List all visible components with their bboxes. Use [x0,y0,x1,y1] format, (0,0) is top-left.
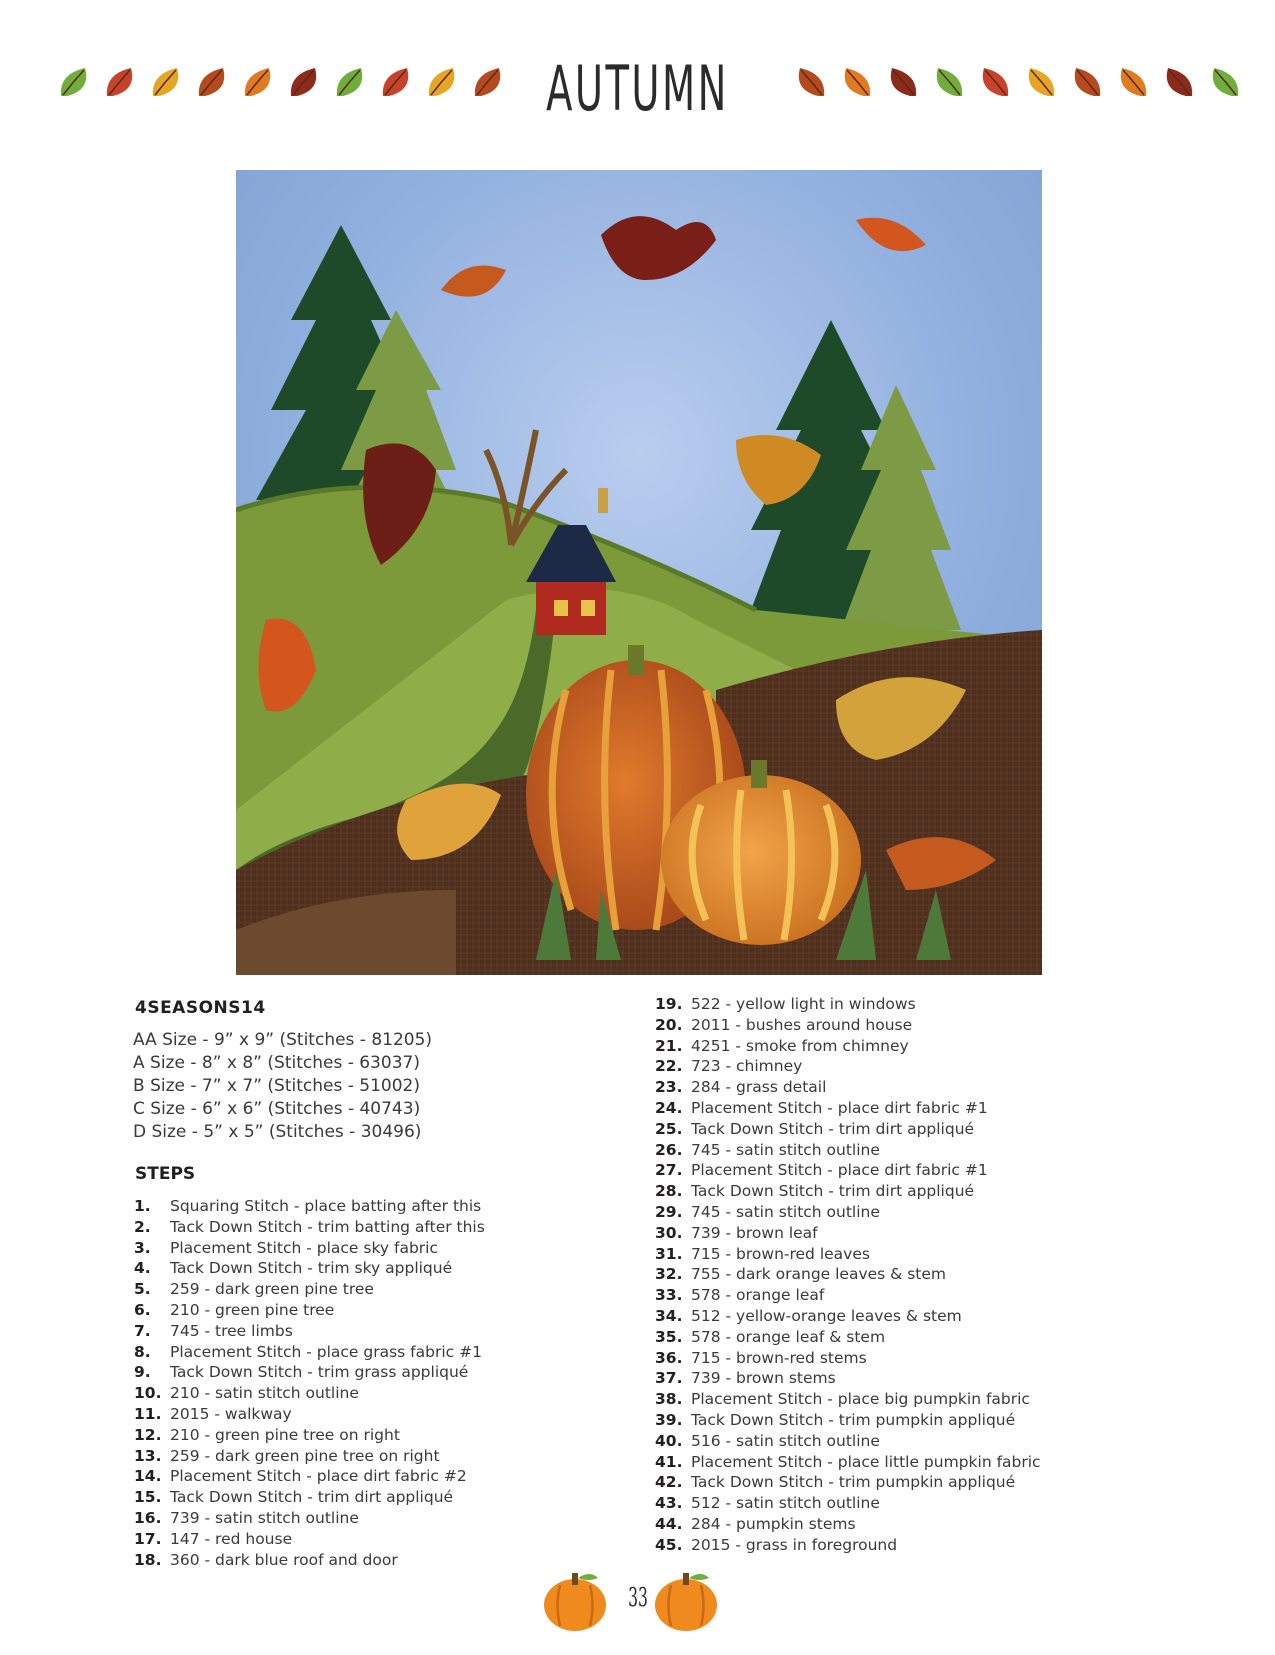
step-item [134,1466,485,1487]
step-number: 5. [134,1280,151,1299]
step-text: Placement Stitch - place dirt fabric #1 [691,1098,988,1117]
step-item [655,1140,1041,1161]
step-text: Tack Down Stitch - trim batting after this [170,1217,485,1236]
step-item [134,1383,485,1404]
step-number: 31. [655,1244,683,1263]
leaf-icon [55,62,95,102]
step-number: 35. [655,1327,683,1346]
step-item [655,1514,1041,1535]
step-item [134,1425,485,1446]
step-item [655,1244,1041,1265]
step-item [134,1446,485,1467]
step-number: 2. [134,1217,151,1236]
step-number: 9. [134,1363,151,1382]
step-item [655,1202,1041,1223]
step-number: 13. [134,1446,162,1465]
step-text: Placement Stitch - place dirt fabric #2 [170,1467,467,1486]
leaf-icon [147,62,187,102]
step-number: 30. [655,1223,683,1242]
step-text: 522 - yellow light in windows [691,995,916,1013]
step-number: 25. [655,1119,683,1138]
step-item [134,1238,485,1259]
step-text: 259 - dark green pine tree [170,1280,374,1299]
step-item [655,1389,1041,1410]
step-item [655,1181,1041,1202]
step-text: 259 - dark green pine tree on right [170,1446,440,1465]
step-number: 39. [655,1410,683,1429]
step-text: 360 - dark blue roof and door [170,1550,398,1569]
step-item [655,1015,1041,1036]
step-number: 6. [134,1300,151,1319]
step-item [655,1036,1041,1057]
step-item [134,1279,485,1300]
step-item [655,1472,1041,1493]
size-item: C Size - 6” x 6” (Stitches - 40743) [133,1099,421,1119]
step-number: 28. [655,1182,683,1201]
step-item [655,1077,1041,1098]
step-item [134,1300,485,1321]
step-number: 33. [655,1286,683,1305]
step-item [655,1223,1041,1244]
leaf-icon [1066,62,1106,102]
step-number: 22. [655,1057,683,1076]
step-number: 27. [655,1161,683,1180]
step-item [655,994,1041,1015]
leaf-icon [1158,62,1198,102]
step-item [134,1529,485,1550]
size-item: B Size - 7” x 7” (Stitches - 51002) [133,1076,420,1096]
step-item [655,1368,1041,1389]
step-text: 739 - satin stitch outline [170,1508,359,1527]
step-item [134,1362,485,1383]
step-text: 723 - chimney [691,1057,803,1076]
step-item [134,1487,485,1508]
step-number: 12. [134,1425,162,1444]
step-number: 20. [655,1015,683,1034]
step-text: Tack Down Stitch - trim pumpkin appliqué [691,1410,1016,1429]
step-number: 4. [134,1259,151,1278]
step-text: Placement Stitch - place little pumpkin fabric [691,1452,1041,1471]
step-text: 715 - brown-red stems [691,1348,867,1367]
step-item [655,1327,1041,1348]
step-number: 14. [134,1467,162,1486]
leaf-icon [193,62,233,102]
step-text: 755 - dark orange leaves & stem [691,1265,946,1284]
step-number: 44. [655,1514,683,1533]
step-text: Placement Stitch - place big pumpkin fabric [691,1390,1030,1409]
step-number: 21. [655,1036,683,1055]
step-item [655,1056,1041,1077]
step-number: 3. [134,1238,151,1257]
step-text: 2015 - walkway [170,1404,292,1423]
step-text: 210 - satin stitch outline [170,1384,359,1403]
step-item [655,1493,1041,1514]
step-number: 11. [134,1404,162,1423]
step-text: 739 - brown stems [691,1369,836,1388]
page-title: AUTUMN [546,52,729,125]
step-number: 16. [134,1508,162,1527]
step-item [655,1348,1041,1369]
step-number: 17. [134,1529,162,1548]
step-text: 578 - orange leaf [691,1286,825,1305]
step-text: 4251 - smoke from chimney [691,1036,909,1055]
step-item [655,1119,1041,1140]
step-number: 29. [655,1202,683,1221]
step-text: Squaring Stitch - place batting after this [170,1197,482,1215]
step-item [134,1217,485,1238]
steps-list-column-1 [134,1196,485,1570]
step-number: 36. [655,1348,683,1367]
step-number: 37. [655,1369,683,1388]
size-item: D Size - 5” x 5” (Stitches - 30496) [133,1122,422,1142]
step-item [134,1258,485,1279]
step-text: 745 - tree limbs [170,1321,293,1340]
step-number: 10. [134,1384,162,1403]
step-text: 210 - green pine tree [170,1300,335,1319]
autumn-quilt-image [236,170,1042,975]
step-number: 43. [655,1494,683,1513]
size-list [133,1029,432,1144]
step-number: 7. [134,1321,151,1340]
step-item [655,1306,1041,1327]
step-text: 745 - satin stitch outline [691,1202,880,1221]
step-text: Tack Down Stitch - trim dirt appliqué [170,1488,454,1507]
step-text: 2011 - bushes around house [691,1015,913,1034]
step-number: 18. [134,1550,162,1569]
step-number: 24. [655,1098,683,1117]
step-text: 284 - grass detail [691,1078,827,1097]
step-number: 45. [655,1535,683,1554]
leaf-icon [1204,62,1244,102]
step-item [655,1285,1041,1306]
step-item [134,1342,485,1363]
step-number: 41. [655,1452,683,1471]
step-text: Placement Stitch - place sky fabric [170,1238,438,1257]
step-number: 8. [134,1342,151,1361]
step-number: 23. [655,1078,683,1097]
page-number: 33 [628,1583,648,1613]
step-number: 15. [134,1488,162,1507]
step-item [134,1321,485,1342]
step-number: 1. [134,1197,151,1215]
step-item [655,1452,1041,1473]
pumpkin-icon [655,1573,717,1631]
step-item [655,1535,1041,1556]
design-id: 4SEASONS14 [135,998,266,1018]
step-number: 38. [655,1390,683,1409]
step-item [655,1098,1041,1119]
step-text: Tack Down Stitch - trim dirt appliqué [691,1182,975,1201]
step-item [655,1160,1041,1181]
step-text: Placement Stitch - place grass fabric #1 [170,1342,482,1361]
step-item [655,1410,1041,1431]
step-item [655,1264,1041,1285]
step-text: 512 - satin stitch outline [691,1494,880,1513]
step-text: 210 - green pine tree on right [170,1425,400,1444]
step-number: 19. [655,995,683,1013]
steps-list-column-2 [655,994,1041,1556]
step-text: Tack Down Stitch - trim pumpkin appliqué [691,1473,1016,1492]
size-item: A Size - 8” x 8” (Stitches - 63037) [133,1053,420,1073]
step-number: 32. [655,1265,683,1284]
step-number: 40. [655,1431,683,1450]
step-text: 512 - yellow-orange leaves & stem [691,1306,962,1325]
step-item [134,1508,485,1529]
step-text: 284 - pumpkin stems [691,1514,856,1533]
leaf-icon [1112,62,1152,102]
pumpkin-icon [544,1573,606,1631]
step-item [655,1431,1041,1452]
step-text: 2015 - grass in foreground [691,1535,898,1554]
step-text: 745 - satin stitch outline [691,1140,880,1159]
steps-heading: STEPS [135,1164,196,1184]
step-item [134,1404,485,1425]
step-text: Tack Down Stitch - trim sky appliqué [170,1259,453,1278]
step-number: 42. [655,1473,683,1492]
leaf-icon [101,62,141,102]
step-text: 739 - brown leaf [691,1223,818,1242]
step-number: 26. [655,1140,683,1159]
step-text: Tack Down Stitch - trim dirt appliqué [691,1119,975,1138]
step-text: 147 - red house [170,1529,293,1548]
step-text: 516 - satin stitch outline [691,1431,880,1450]
step-text: Tack Down Stitch - trim grass appliqué [170,1363,469,1382]
step-item [134,1196,485,1217]
size-item: AA Size - 9” x 9” (Stitches - 81205) [133,1030,433,1050]
step-text: Placement Stitch - place dirt fabric #1 [691,1161,988,1180]
step-text: 578 - orange leaf & stem [691,1327,886,1346]
step-text: 715 - brown-red leaves [691,1244,870,1263]
step-number: 34. [655,1306,683,1325]
